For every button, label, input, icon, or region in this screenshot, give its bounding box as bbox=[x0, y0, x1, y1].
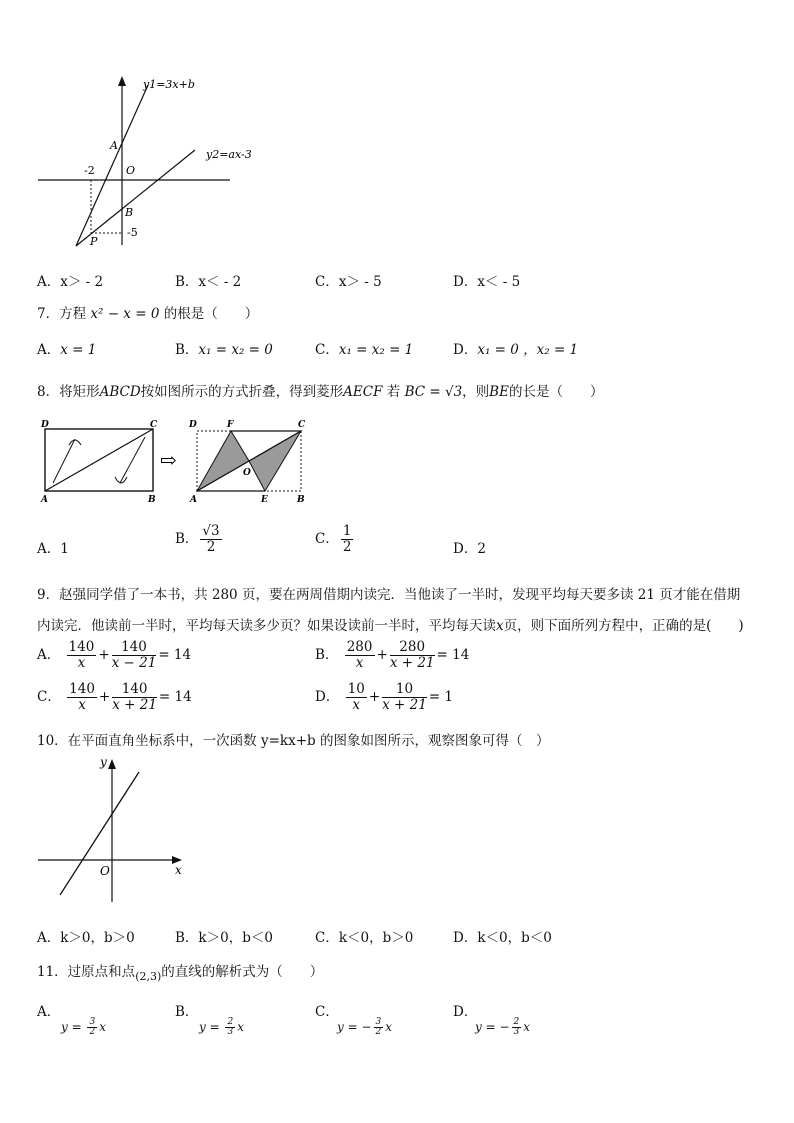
right-B: B bbox=[297, 495, 305, 505]
q7-option-c-label: C． bbox=[315, 342, 339, 358]
label-O: O bbox=[126, 164, 136, 177]
right-D: D bbox=[189, 420, 197, 430]
q11-stem-b: 的直线的解析式为（ ） bbox=[161, 964, 324, 980]
q8-option-c-fraction: $\frac{1}{2}$ bbox=[342, 523, 352, 555]
q11-option-c-label: C． bbox=[315, 1004, 339, 1020]
q9-line2-x: x bbox=[496, 618, 504, 634]
q8-stem-c: 若 bbox=[386, 384, 401, 400]
q9-line2-a: 内读完．他读前一半时，平均每天读多少页？如果设读前一半时，平均每天读 bbox=[37, 618, 496, 634]
q9-a-frac2: $\frac{140}{x - 21}$ bbox=[111, 639, 157, 671]
q8-stem-d: ，则 bbox=[462, 384, 490, 400]
diagonal-right bbox=[197, 431, 301, 491]
q8-option-b-fraction: $\frac{√3}{2}$ bbox=[202, 523, 220, 555]
q8-option-c[interactable] bbox=[315, 524, 355, 555]
q8-figure bbox=[35, 415, 325, 510]
q10-graph-figure bbox=[30, 750, 200, 910]
q9-option-a-label: A． bbox=[37, 647, 61, 663]
q11-option-b[interactable] bbox=[175, 1000, 244, 1037]
q9-option-c[interactable]: C． $\frac{140}{x}$ + $\frac{140}{x + 21}$ = 14 bbox=[37, 681, 192, 713]
label-B: B bbox=[125, 206, 134, 219]
q9-option-a[interactable]: A． $\frac{140}{x}$ + $\frac{140}{x - 21}$ = 14 bbox=[37, 639, 192, 671]
q7-option-b-label: B． bbox=[175, 342, 199, 358]
right-C: C bbox=[298, 420, 306, 430]
q7-option-a[interactable] bbox=[37, 338, 96, 358]
q11-option-a[interactable] bbox=[37, 1000, 106, 1037]
q9-option-d[interactable]: D． $\frac{10}{x}$ + $\frac{10}{x + 21}$ = 1 bbox=[315, 681, 454, 713]
q9-b-frac1: $\frac{280}{x}$ bbox=[346, 639, 373, 671]
q8-option-b[interactable] bbox=[175, 524, 224, 555]
label-neg5: -5 bbox=[127, 226, 138, 239]
q8-stem-b: 按如图所示的方式折叠，得到菱形 bbox=[140, 384, 344, 400]
q8-option-b-label: B． bbox=[175, 531, 199, 547]
q9-option-d-label: D． bbox=[315, 689, 340, 705]
q10-stem: 10．在平面直角坐标系中，一次函数 y=kx+b 的图象如图所示，观察图象可得（ ） bbox=[37, 733, 550, 749]
q6-option-c[interactable]: C．x＞ - 5 bbox=[315, 274, 382, 290]
q11-option-a-eq: y = $\frac{3}{2}$ x bbox=[61, 1017, 106, 1037]
left-C: C bbox=[150, 420, 158, 430]
q7-option-c[interactable] bbox=[315, 338, 413, 358]
q8-option-a[interactable]: A．1 bbox=[37, 541, 69, 557]
q6-option-d[interactable]: D．x＜ - 5 bbox=[453, 274, 521, 290]
q11-option-b-label: B． bbox=[175, 1004, 199, 1020]
q9-c-frac2: $\frac{140}{x + 21}$ bbox=[112, 681, 157, 713]
q7-option-a-label: A． bbox=[37, 342, 61, 358]
curl-arrow-top bbox=[69, 440, 81, 445]
q6-option-b[interactable]: B．x＜ - 2 bbox=[175, 274, 242, 290]
q11-option-c[interactable] bbox=[315, 1000, 392, 1037]
q9-stem-line1: 9．赵强同学借了一本书，共 280 页，要在两周借期内读完．当他读了一半时，发现平均每天要多读 21 页才能在借期 bbox=[37, 587, 741, 603]
y-axis-arrow bbox=[118, 76, 126, 86]
shaded-triangle-right bbox=[249, 431, 301, 491]
q9-d-frac2: $\frac{10}{x + 21}$ bbox=[382, 681, 427, 713]
q9-line2-b: 页，则下面所列方程中，正确的是( ) bbox=[503, 618, 744, 634]
q8-option-d[interactable]: D．2 bbox=[453, 541, 486, 557]
q7-equation: x² − x = 0 bbox=[90, 306, 160, 322]
q7-option-d-eq: x₁ = 0 ，x₂ = 1 bbox=[477, 342, 579, 358]
shaded-triangle-left bbox=[197, 431, 249, 491]
q11-option-d-eq: y = − $\frac{2}{3}$ x bbox=[475, 1017, 531, 1037]
q11-option-a-label: A． bbox=[37, 1004, 61, 1020]
q7-option-a-eq: x = 1 bbox=[60, 342, 97, 358]
label-y: y bbox=[100, 755, 107, 769]
q11-option-b-eq: y = $\frac{2}{3}$ x bbox=[199, 1017, 244, 1037]
q10-option-d[interactable]: D．k＜0，b＜0 bbox=[453, 930, 552, 946]
q11-point: (2,3) bbox=[135, 970, 162, 983]
label-O: O bbox=[100, 864, 110, 878]
label-A: A bbox=[110, 139, 118, 152]
q10-option-b[interactable]: B．k＞0，b＜0 bbox=[175, 930, 273, 946]
q9-stem-line2 bbox=[37, 614, 744, 634]
q9-a-frac1: $\frac{140}{x}$ bbox=[68, 639, 95, 671]
q7-option-b[interactable] bbox=[175, 338, 273, 358]
right-O: O bbox=[243, 468, 251, 478]
fold-arrow-right bbox=[120, 437, 145, 483]
q8-be: BE bbox=[489, 384, 509, 400]
q7-stem bbox=[37, 302, 258, 322]
q9-c-frac1: $\frac{140}{x}$ bbox=[69, 681, 95, 713]
q7-option-b-eq: x₁ = x₂ = 0 bbox=[198, 342, 273, 358]
q8-stem bbox=[37, 380, 603, 400]
y-axis-arrow bbox=[108, 759, 116, 769]
q7-stem-suffix: 的根是（ ） bbox=[163, 306, 259, 322]
q7-option-c-eq: x₁ = x₂ = 1 bbox=[338, 342, 414, 358]
q9-option-b[interactable]: B． $\frac{280}{x}$ + $\frac{280}{x + 21}$ = 14 bbox=[315, 639, 470, 671]
q8-bc: BC = √3 bbox=[404, 384, 463, 400]
left-A: A bbox=[41, 495, 48, 505]
q11-stem-a: 11．过原点和点 bbox=[37, 964, 136, 980]
q7-option-d[interactable] bbox=[453, 338, 578, 358]
q11-option-d[interactable] bbox=[453, 1000, 530, 1037]
transform-arrow-icon: ⇨ bbox=[160, 448, 177, 472]
q8-abcd: ABCD bbox=[99, 384, 141, 400]
q11-option-c-eq: y = − $\frac{3}{2}$ x bbox=[337, 1017, 393, 1037]
label-y2: y2=ax-3 bbox=[206, 148, 252, 161]
q8-stem-a: 8．将矩形 bbox=[37, 384, 100, 400]
right-A: A bbox=[190, 495, 197, 505]
q8-option-c-label: C． bbox=[315, 531, 339, 547]
q6-option-a[interactable]: A．x＞ - 2 bbox=[37, 274, 104, 290]
q9-b-frac2: $\frac{280}{x + 21}$ bbox=[389, 639, 435, 671]
q7-option-d-label: D． bbox=[453, 342, 478, 358]
label-y1: y1=3x+b bbox=[143, 78, 195, 91]
q8-aecf: AECF bbox=[343, 384, 383, 400]
right-F: F bbox=[227, 420, 234, 430]
q9-option-c-label: C． bbox=[37, 689, 61, 705]
label-neg2: -2 bbox=[84, 164, 95, 177]
q10-option-c[interactable]: C．k＜0，b＞0 bbox=[315, 930, 414, 946]
q10-option-a[interactable]: A．k＞0，b＞0 bbox=[37, 930, 135, 946]
left-B: B bbox=[148, 495, 156, 505]
q6-graph-figure bbox=[30, 70, 270, 255]
q9-d-frac1: $\frac{10}{x}$ bbox=[347, 681, 365, 713]
label-x: x bbox=[175, 863, 182, 877]
label-P: P bbox=[90, 235, 98, 248]
q11-option-d-label: D． bbox=[453, 1004, 478, 1020]
diagonal-ac bbox=[45, 429, 153, 491]
right-E: E bbox=[261, 495, 268, 505]
left-D: D bbox=[41, 420, 49, 430]
q8-stem-e: 的长是（ ） bbox=[508, 384, 604, 400]
fold-arrow-left bbox=[53, 439, 75, 483]
q9-option-b-label: B． bbox=[315, 647, 339, 663]
q7-stem-prefix: 7．方程 bbox=[37, 306, 87, 322]
q11-stem bbox=[37, 960, 324, 983]
